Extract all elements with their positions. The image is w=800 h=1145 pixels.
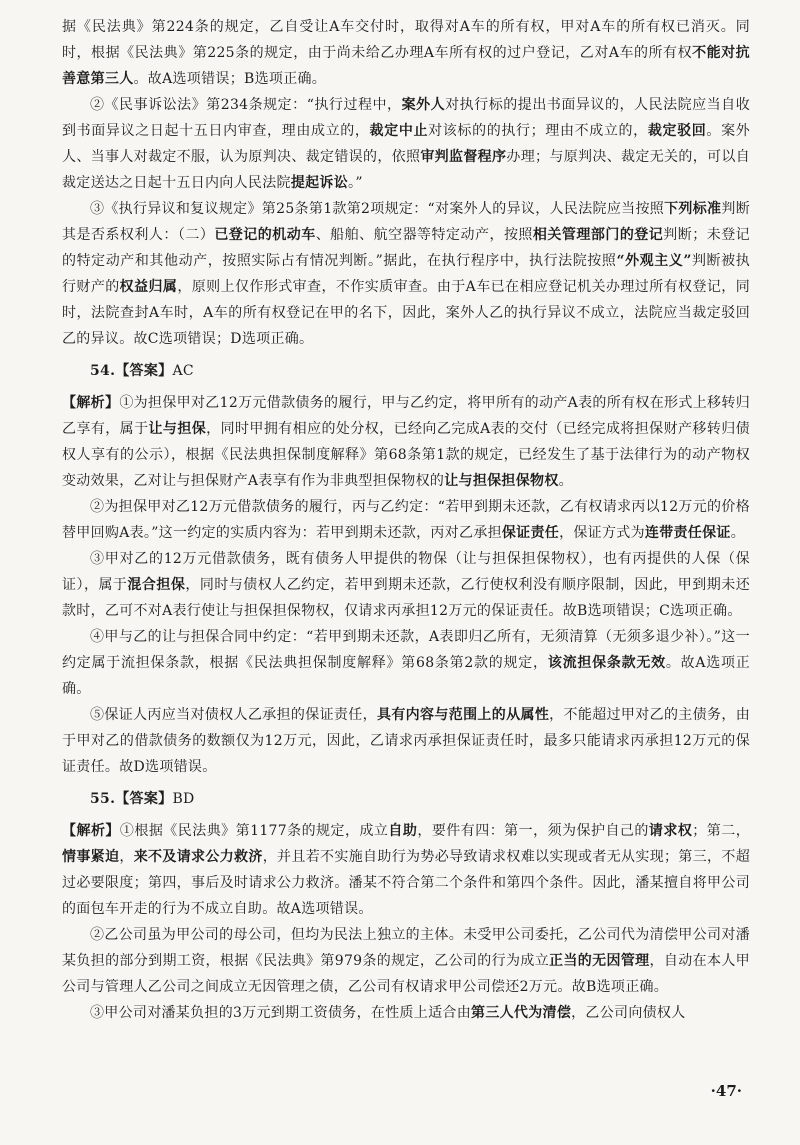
bold-text: 让与担保担保物权 bbox=[444, 473, 559, 489]
bold-text: 审判监督程序 bbox=[420, 149, 507, 165]
text-segment: 判断被执行财产的 bbox=[62, 253, 751, 295]
text-segment: ②乙公司虽为甲公司的母公司，但均为民法上独立的主体。未受甲公司委托，乙公司代为清偿甲公司对潘某负担的部分到期工资，根据《民法典》第979条的规定，乙公司的行为成立 bbox=[62, 927, 750, 969]
bold-text: 来不及请求公力救济 bbox=[133, 849, 263, 865]
text-segment: ，乙公司向债权人 bbox=[571, 1005, 686, 1021]
text-segment: ，自动在本人甲公司与管理人乙公司之间成立无因管理之债，乙公司有权请求甲公司偿还2万元。故B选项正确。 bbox=[62, 953, 750, 995]
text-segment: ②《民事诉讼法》第234条规定：“执行过程中， bbox=[90, 97, 402, 113]
bold-text: 不能对抗善意第三人 bbox=[62, 45, 750, 87]
text-segment: BD bbox=[172, 791, 195, 807]
text-segment: ①根据《民法典》第1177条的规定，成立 bbox=[119, 823, 389, 839]
text-segment: ③甲公司对潘某负担的3万元到期工资债务，在性质上适合由 bbox=[90, 1005, 472, 1021]
text-segment: 判断其是否系权利人：（二） bbox=[62, 201, 750, 243]
text-segment: ，同时甲拥有相应的处分权，已经向乙完成A表的交付（已经完成将担保财产移转归债权人享有的公示），根据《民法典担保制度解释》第68条第1款的规定，已经发生了基于法律行为的动产物权变动效果，乙对让与担保财产A表享有作为非典型担保物权的 bbox=[62, 421, 750, 489]
bold-text: 权益归属 bbox=[119, 279, 178, 295]
paragraph bbox=[62, 196, 750, 352]
text-segment: 对执行标的提出书面异议的，人民法院应当自收到书面异议之日起十五日内审查，理由成立的， bbox=[62, 97, 751, 139]
page-number: ·47· bbox=[710, 1082, 742, 1100]
text-segment: 。 bbox=[558, 473, 573, 489]
text-segment: 据《民法典》第224条的规定，乙自受让A车交付时，取得对A车的所有权，甲对A车的所有权已消灭。同时，根据《民法典》第225条的规定，由于尚未给乙办理A车所有权的过户登记，乙对A车的所有权 bbox=[62, 19, 750, 61]
bold-text: 自助 bbox=[388, 823, 418, 839]
bold-text: 正当的无因管理 bbox=[549, 953, 650, 969]
text-segment: ，并且若不实施自助行为势必导致请求权难以实现或者无从实现；第三，不超过必要限度；第四，事后及时请求公力救济。潘某不符合第二个条件和第四个条件。因此，潘某擅自将甲公司的面包车开走的行为不成立自助。故A选项错误。 bbox=[62, 849, 751, 917]
text-segment: 对该标的的执行；理由不成立的， bbox=[428, 123, 648, 139]
text-segment: 判断；未登记的特定动产和其他动产，按照实际占有情况判断。”据此，在执行程序中，执行法院按照 bbox=[62, 227, 750, 269]
text-segment: 。 bbox=[730, 525, 746, 541]
answer-heading bbox=[62, 358, 750, 384]
bold-text: 让与担保 bbox=[148, 421, 207, 437]
text-segment: ③《执行异议和复议规定》第25条第1款第2项规定：“对案外人的异议，人民法院应当按照 bbox=[90, 201, 665, 217]
bold-text: 54.【答案】 bbox=[90, 363, 173, 379]
paragraph bbox=[62, 494, 750, 546]
paragraph bbox=[62, 702, 750, 780]
bold-text: 裁定驳回 bbox=[647, 123, 707, 139]
text-segment: ⑤保证人丙应当对债权人乙承担的保证责任， bbox=[90, 707, 377, 723]
bold-text: 【解析】 bbox=[62, 823, 120, 839]
text-segment: ， bbox=[119, 849, 134, 865]
text-segment: ②为担保甲对乙12万元借款债务的履行，丙与乙约定：“若甲到期未还款，乙有权请求丙以12万元的价格替甲回购A表。”这一约定的实质内容为：若甲到期未还款，丙对乙承担 bbox=[62, 499, 750, 541]
paragraph bbox=[62, 922, 750, 1000]
paragraph bbox=[62, 624, 750, 702]
bold-text: 具有内容与范围上的从属性 bbox=[376, 707, 550, 723]
paragraph bbox=[62, 92, 750, 196]
bold-text: 保证责任 bbox=[501, 525, 560, 541]
text-segment: 。” bbox=[348, 175, 363, 191]
text-segment: ①为担保甲对乙12万元借款债务的履行，甲与乙约定，将甲所有的动产A表的所有权在形式上移转归乙享有，属于 bbox=[62, 395, 751, 437]
bold-text: 请求权 bbox=[648, 823, 693, 839]
answer-heading bbox=[62, 786, 750, 812]
bold-text: 裁定中止 bbox=[369, 123, 429, 139]
text-segment: ，原则上仅作形式审查，不作实质审查。由于A车已在相应登记机关办理过所有权登记，同时，法院查封A车时，A车的所有权登记在甲的名下，因此，案外人乙的执行异议不成立，法院应当裁定驳回乙的异议。故C选项错误；D选项正确。 bbox=[62, 279, 751, 347]
bold-text: “外观主义” bbox=[616, 253, 692, 269]
bold-text: 案外人 bbox=[401, 97, 446, 113]
paragraph bbox=[62, 546, 750, 624]
text-segment: 。案外人、当事人对裁定不服，认为原判决、裁定错误的，依照 bbox=[62, 123, 751, 165]
text-segment: 。故A选项正确。 bbox=[62, 655, 750, 697]
bold-text: 55.【答案】 bbox=[90, 791, 173, 807]
text-segment: ，要件有四：第一，须为保护自己的 bbox=[417, 823, 649, 839]
bold-text: 提起诉讼 bbox=[290, 175, 349, 191]
text-segment: ③甲对乙的12万元借款债务，既有债务人甲提供的物保（让与担保担保物权），也有丙提供的人保（保证），属于 bbox=[62, 551, 750, 593]
text-segment: 办理；与原判决、裁定无关的，可以自裁定送达之日起十五日内向人民法院 bbox=[62, 149, 750, 191]
paragraph bbox=[62, 390, 750, 494]
bold-text: 【解析】 bbox=[62, 395, 120, 411]
bold-text: 该流担保条款无效 bbox=[547, 655, 666, 671]
text-segment: ④甲与乙的让与担保合同中约定：“若甲到期未还款，A表即归乙所有，无须清算（无须多退少补）。”这一约定属于流担保条款，根据《民法典担保制度解释》第68条第2款的规定， bbox=[62, 629, 750, 671]
bold-text: 连带责任保证 bbox=[644, 525, 731, 541]
paragraph bbox=[62, 14, 750, 92]
bold-text: 第三人代为清偿 bbox=[471, 1005, 572, 1021]
text-segment: AC bbox=[172, 363, 194, 379]
text-segment: 、船舶、航空器等特定动产，按照 bbox=[315, 227, 533, 243]
paragraph bbox=[62, 818, 750, 922]
text-segment: ，不能超过甲对乙的主债务，由于甲对乙的借款债务的数额仅为12万元，因此，乙请求丙承担保证责任时，最多只能请求丙承担12万元的保证责任。故D选项错误。 bbox=[62, 707, 751, 775]
document-body bbox=[62, 14, 750, 1026]
bold-text: 相关管理部门的登记 bbox=[532, 227, 664, 243]
paragraph bbox=[62, 1000, 750, 1026]
bold-text: 情事紧迫 bbox=[62, 849, 120, 865]
bold-text: 下列标准 bbox=[664, 201, 722, 217]
text-segment: ，同时与债权人乙约定，若甲到期未还款，乙行使权利没有顺序限制，因此，甲到期未还款时，乙可不对A表行使让与担保担保物权，仅请求丙承担12万元的保证责任。故B选项错误；C选项正确。 bbox=[62, 577, 751, 619]
bold-text: 混合担保 bbox=[127, 577, 186, 593]
text-segment: 。故A选项错误；B选项正确。 bbox=[133, 71, 327, 87]
bold-text: 已登记的机动车 bbox=[214, 227, 316, 243]
text-segment: ；第二， bbox=[692, 823, 751, 839]
text-segment: ，保证方式为 bbox=[559, 525, 645, 541]
